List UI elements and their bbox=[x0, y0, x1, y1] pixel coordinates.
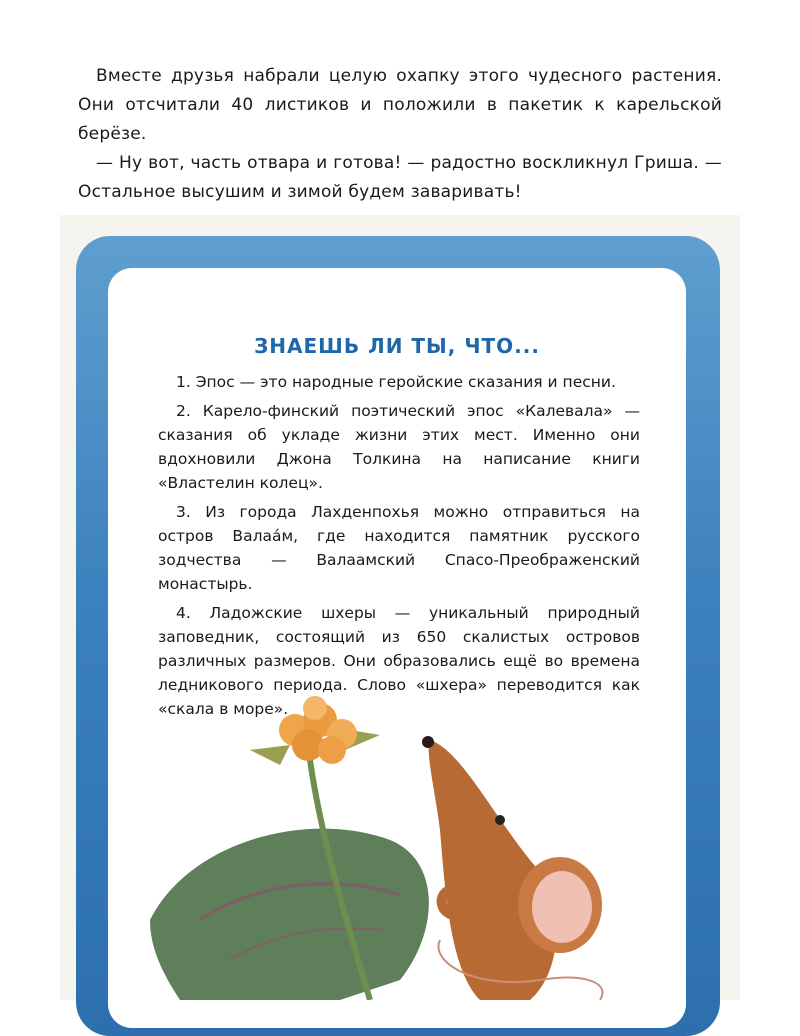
fact-box-heading: ЗНАЕШЬ ЛИ ТЫ, ЧТО... bbox=[254, 334, 540, 358]
cloudberry-and-mouse-illustration bbox=[140, 690, 680, 1000]
fact-item: 1. Эпос — это народные геройские сказания и песни. bbox=[176, 373, 616, 391]
story-text bbox=[78, 62, 722, 207]
fact-item: 4. Ладожские шхеры — уникальный природный заповедник, состоящий из 650 скалистых островов различных размеров. Они образовались ещё во времена ледникового периода. Слово «шхера» переводится как «скала в море». bbox=[158, 604, 640, 718]
story-paragraph: — Ну вот, часть отвара и готова! — радостно воскликнул Гриша. — Остальное высушим и зимой будем заваривать! bbox=[78, 153, 722, 202]
fact-item: 3. Из города Лахденпохья можно отправиться на остров Валаа́м, где находится памятник русского зодчества — Валаамский Спасо-Преображенский монастырь. bbox=[158, 503, 640, 593]
cloudberry-icon bbox=[279, 696, 357, 764]
cloudberry-leaf bbox=[150, 829, 429, 1000]
fact-item: 2. Карело-финский поэтический эпос «Калевала» — сказания об укладе жизни этих мест. Именно они вдохновили Джона Толкина на написание книги «Властелин колец». bbox=[158, 402, 640, 492]
story-paragraph: Вместе друзья набрали целую охапку этого чудесного растения. Они отсчитали 40 листиков и положили в пакетик к карельской берёзе. bbox=[78, 66, 722, 144]
fact-list bbox=[158, 370, 640, 726]
mouse-icon bbox=[422, 736, 603, 1000]
